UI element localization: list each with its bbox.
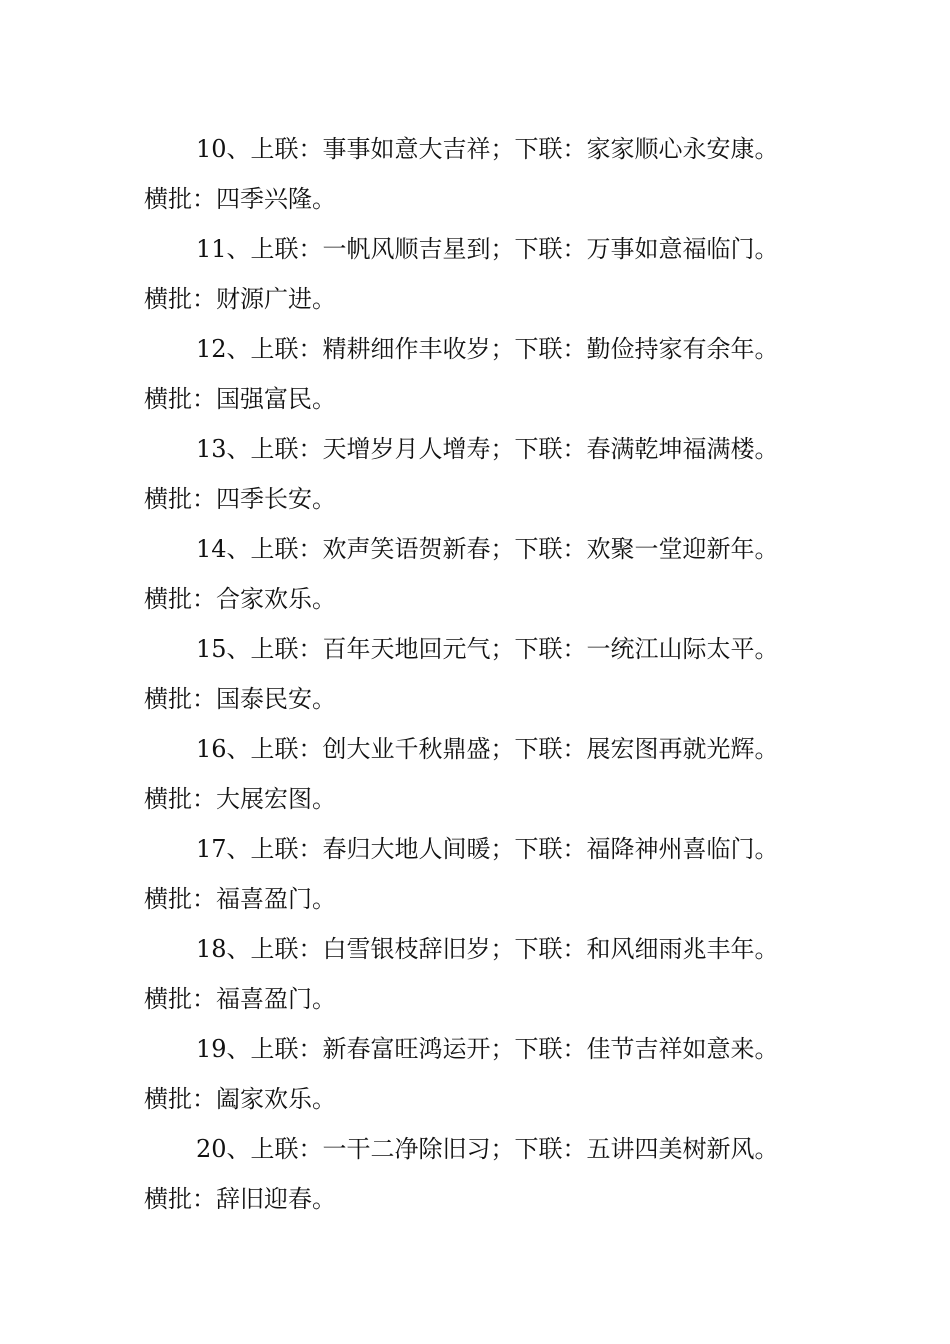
couplet-item (144, 1024, 844, 1124)
couplet-item (144, 824, 844, 924)
couplet-item (144, 224, 844, 324)
couplet-item (144, 1124, 844, 1224)
couplet-main-line: 12、上联：精耕细作丰收岁；下联：勤俭持家有余年。 (196, 335, 779, 363)
couplet-banner-line: 横批：福喜盈门。 (144, 985, 336, 1013)
couplet-main-line: 14、上联：欢声笑语贺新春；下联：欢聚一堂迎新年。 (196, 535, 779, 563)
couplet-item (144, 324, 844, 424)
couplet-banner-line: 横批：福喜盈门。 (144, 885, 336, 913)
couplet-item (144, 624, 844, 724)
couplet-item (144, 124, 844, 224)
couplet-banner-line: 横批：阖家欢乐。 (144, 1085, 336, 1113)
couplet-banner-line: 横批：合家欢乐。 (144, 585, 336, 613)
couplet-main-line: 17、上联：春归大地人间暖；下联：福降神州喜临门。 (196, 835, 779, 863)
couplet-main-line: 18、上联：白雪银枝辞旧岁；下联：和风细雨兆丰年。 (196, 935, 779, 963)
couplet-banner-line: 横批：国泰民安。 (144, 685, 336, 713)
couplet-main-line: 15、上联：百年天地回元气；下联：一统江山际太平。 (196, 635, 779, 663)
couplet-banner-line: 横批：财源广进。 (144, 285, 336, 313)
couplet-item (144, 924, 844, 1024)
couplet-banner-line: 横批：辞旧迎春。 (144, 1185, 336, 1213)
couplet-banner-line: 横批：四季长安。 (144, 485, 336, 513)
couplet-banner-line: 横批：国强富民。 (144, 385, 336, 413)
couplet-item (144, 524, 844, 624)
couplet-banner-line: 横批：四季兴隆。 (144, 185, 336, 213)
couplet-banner-line: 横批：大展宏图。 (144, 785, 336, 813)
couplet-main-line: 16、上联：创大业千秋鼎盛；下联：展宏图再就光辉。 (196, 735, 779, 763)
couplet-list (144, 124, 844, 1224)
couplet-main-line: 19、上联：新春富旺鸿运开；下联：佳节吉祥如意来。 (196, 1035, 779, 1063)
couplet-main-line: 13、上联：天增岁月人增寿；下联：春满乾坤福满楼。 (196, 435, 779, 463)
couplet-main-line: 20、上联：一干二净除旧习；下联：五讲四美树新风。 (196, 1135, 779, 1163)
couplet-main-line: 10、上联：事事如意大吉祥；下联：家家顺心永安康。 (196, 135, 779, 163)
couplet-item (144, 724, 844, 824)
couplet-main-line: 11、上联：一帆风顺吉星到；下联：万事如意福临门。 (196, 235, 779, 263)
couplet-item (144, 424, 844, 524)
